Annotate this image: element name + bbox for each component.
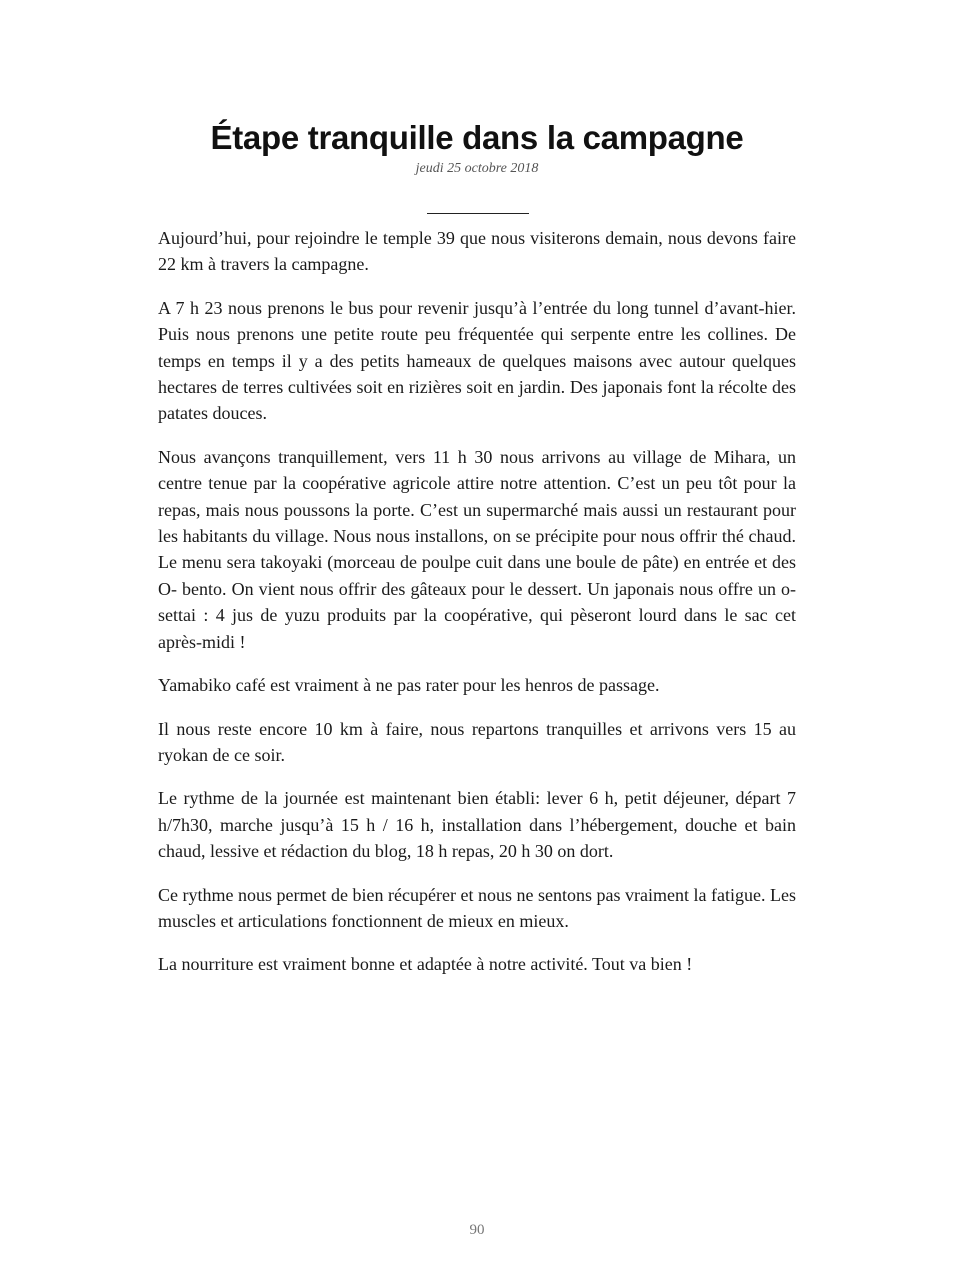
paragraph: Nous avançons tranquillement, vers 11 h 30 nous arrivons au village de Mihara, un centre tenue par la coopérative agricole attire notre attention. C’est un peu tôt pour la repas, mais nous poussons la porte. C’est un supermarché mais aussi un restaurant pour les habitants du village. Nous nous installons, on se précipite pour nous offrir thé chaud. Le menu sera takoyaki (morceau de poulpe cuit dans une boule de pâte) en entrée et des O- bento. On vient nous offrir des gâteaux pour le dessert. Un japonais nous offre un o-settai : 4 jus de yuzu produits par la coopérative, qui pèseront lourd dans le sac cet après-midi ! [158,446,796,652]
paragraph: Le rythme de la journée est maintenant bien établi: lever 6 h, petit déjeuner, départ 7 h/7h30, marche jusqu’à 15 h / 16 h, installation dans l’hébergement, douche et bain chaud, lessive et rédaction du blog, 18 h repas, 20 h 30 on dort. [158,788,796,862]
page-title: Étape tranquille dans la campagne [210,119,744,156]
title-divider [427,213,529,214]
paragraph: A 7 h 23 nous prenons le bus pour revenir jusqu’à l’entrée du long tunnel d’avant-hier. Puis nous prenons une petite route peu fréquentée qui serpente entre les collines. De temps en temps il y a des petits hameaux de quelques maisons avec autour quelques hectares de terres cultivées soit en rizières soit en jardin. Des japonais font la récolte des patates douces. [158,297,796,424]
post-date: jeudi 25 octobre 2018 [415,161,539,176]
paragraph: Ce rythme nous permet de bien récupérer et nous ne sentons pas vraiment la fatigue. Les muscles et articulations fonctionnent de mieux en mieux. [158,884,796,931]
paragraph: Aujourd’hui, pour rejoindre le temple 39 que nous visiterons demain, nous devons faire 22 km à travers la campagne. [158,228,796,275]
paragraph: Il nous reste encore 10 km à faire, nous repartons tranquilles et arrivons vers 15 au ryokan de ce soir. [158,718,796,765]
article-body [158,225,796,995]
paragraph: Yamabiko café est vraiment à ne pas rater pour les henros de passage. [158,675,660,696]
paragraph: La nourriture est vraiment bonne et adaptée à notre activité. Tout va bien ! [158,954,693,975]
page-number: 90 [469,1222,485,1238]
